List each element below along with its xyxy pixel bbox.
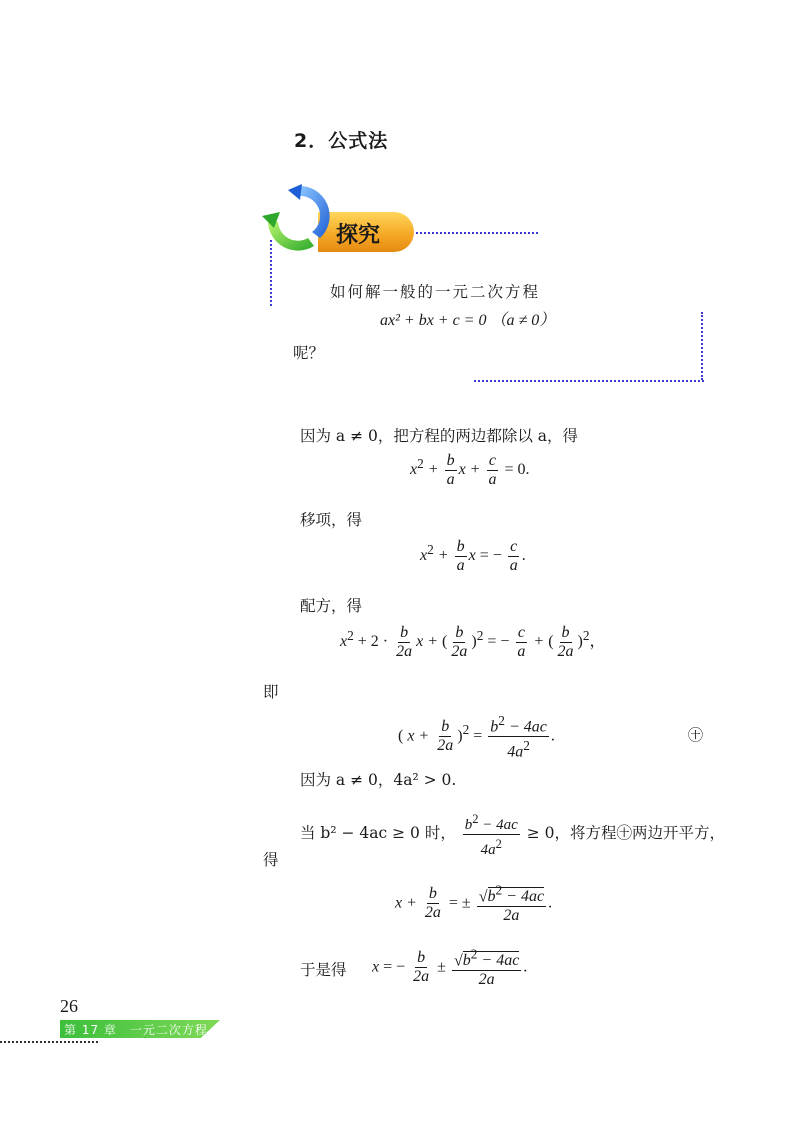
step-get: 得 — [263, 851, 279, 869]
condition-text-a: 当 b² − 4ac ≥ 0 时， — [300, 823, 456, 842]
page-number: 26 — [60, 996, 78, 1016]
condition-text-b: ≥ 0，将方程㊉两边开平方， — [526, 823, 726, 842]
equation-1: $x^2$ + $\frac{b}{a}$ x + $\frac{c}{a}$ = 0. — [410, 452, 530, 488]
general-quadratic-equation: ax² + bx + c = 0 （a ≠ 0） — [380, 312, 556, 329]
section-title: 2．公式法 — [294, 130, 389, 152]
step-therefore: 于是得 — [300, 961, 347, 979]
explore-question-line2: 呢？ — [293, 344, 325, 362]
equation-3: $x^2 + 2$ · $\frac{b}{2a}$ x + ( $\frac{b}{2a}$ )$^2$ = − $\frac{c}{a}$ + ( $\frac{b}{2a}$ )$^2$， — [340, 624, 606, 660]
explore-badge: 探究 — [336, 223, 381, 248]
footer-dotted-line — [0, 1041, 98, 1043]
explore-question-line1: 如何解一般的一元二次方程 — [330, 283, 541, 301]
equation-5: x + $\frac{b}{2a}$ = ± $\frac{√b^2 - 4ac}{2a}$ . — [395, 883, 553, 925]
frame-right-line — [701, 312, 703, 380]
step-positive-denominator: 因为 a ≠ 0，4a² > 0. — [300, 771, 457, 789]
step-condition: 当 b² − 4ac ≥ 0 时， $\frac{b^2 - 4ac}{4a^2}$ ≥ 0，将方程㊉两边开平方， — [300, 812, 726, 858]
step-divide-by-a: 因为 a ≠ 0，把方程的两边都除以 a，得 — [300, 427, 579, 445]
step-complete-square: 配方，得 — [300, 597, 363, 615]
chapter-label: 第 17 章 一元二次方程 — [64, 1023, 208, 1037]
quadratic-formula: x = − $\frac{b}{2a}$ ± $\frac{√b^2 - 4ac}{2a}$ . — [372, 947, 528, 989]
frame-top-line — [416, 232, 538, 234]
equation-marker: ㊉ — [688, 726, 704, 744]
frame-left-line — [270, 240, 272, 306]
equation-2: $x^2$ + $\frac{b}{a}$ x = − $\frac{c}{a}$ . — [420, 538, 526, 574]
equation-4: ( x + $\frac{b}{2a}$ )$^2$ = $\frac{b^2 - 4ac}{4a^2}$ . — [398, 713, 555, 761]
frame-bottom-line — [474, 380, 704, 382]
step-that-is: 即 — [263, 683, 279, 701]
step-move-terms: 移项，得 — [300, 511, 363, 529]
